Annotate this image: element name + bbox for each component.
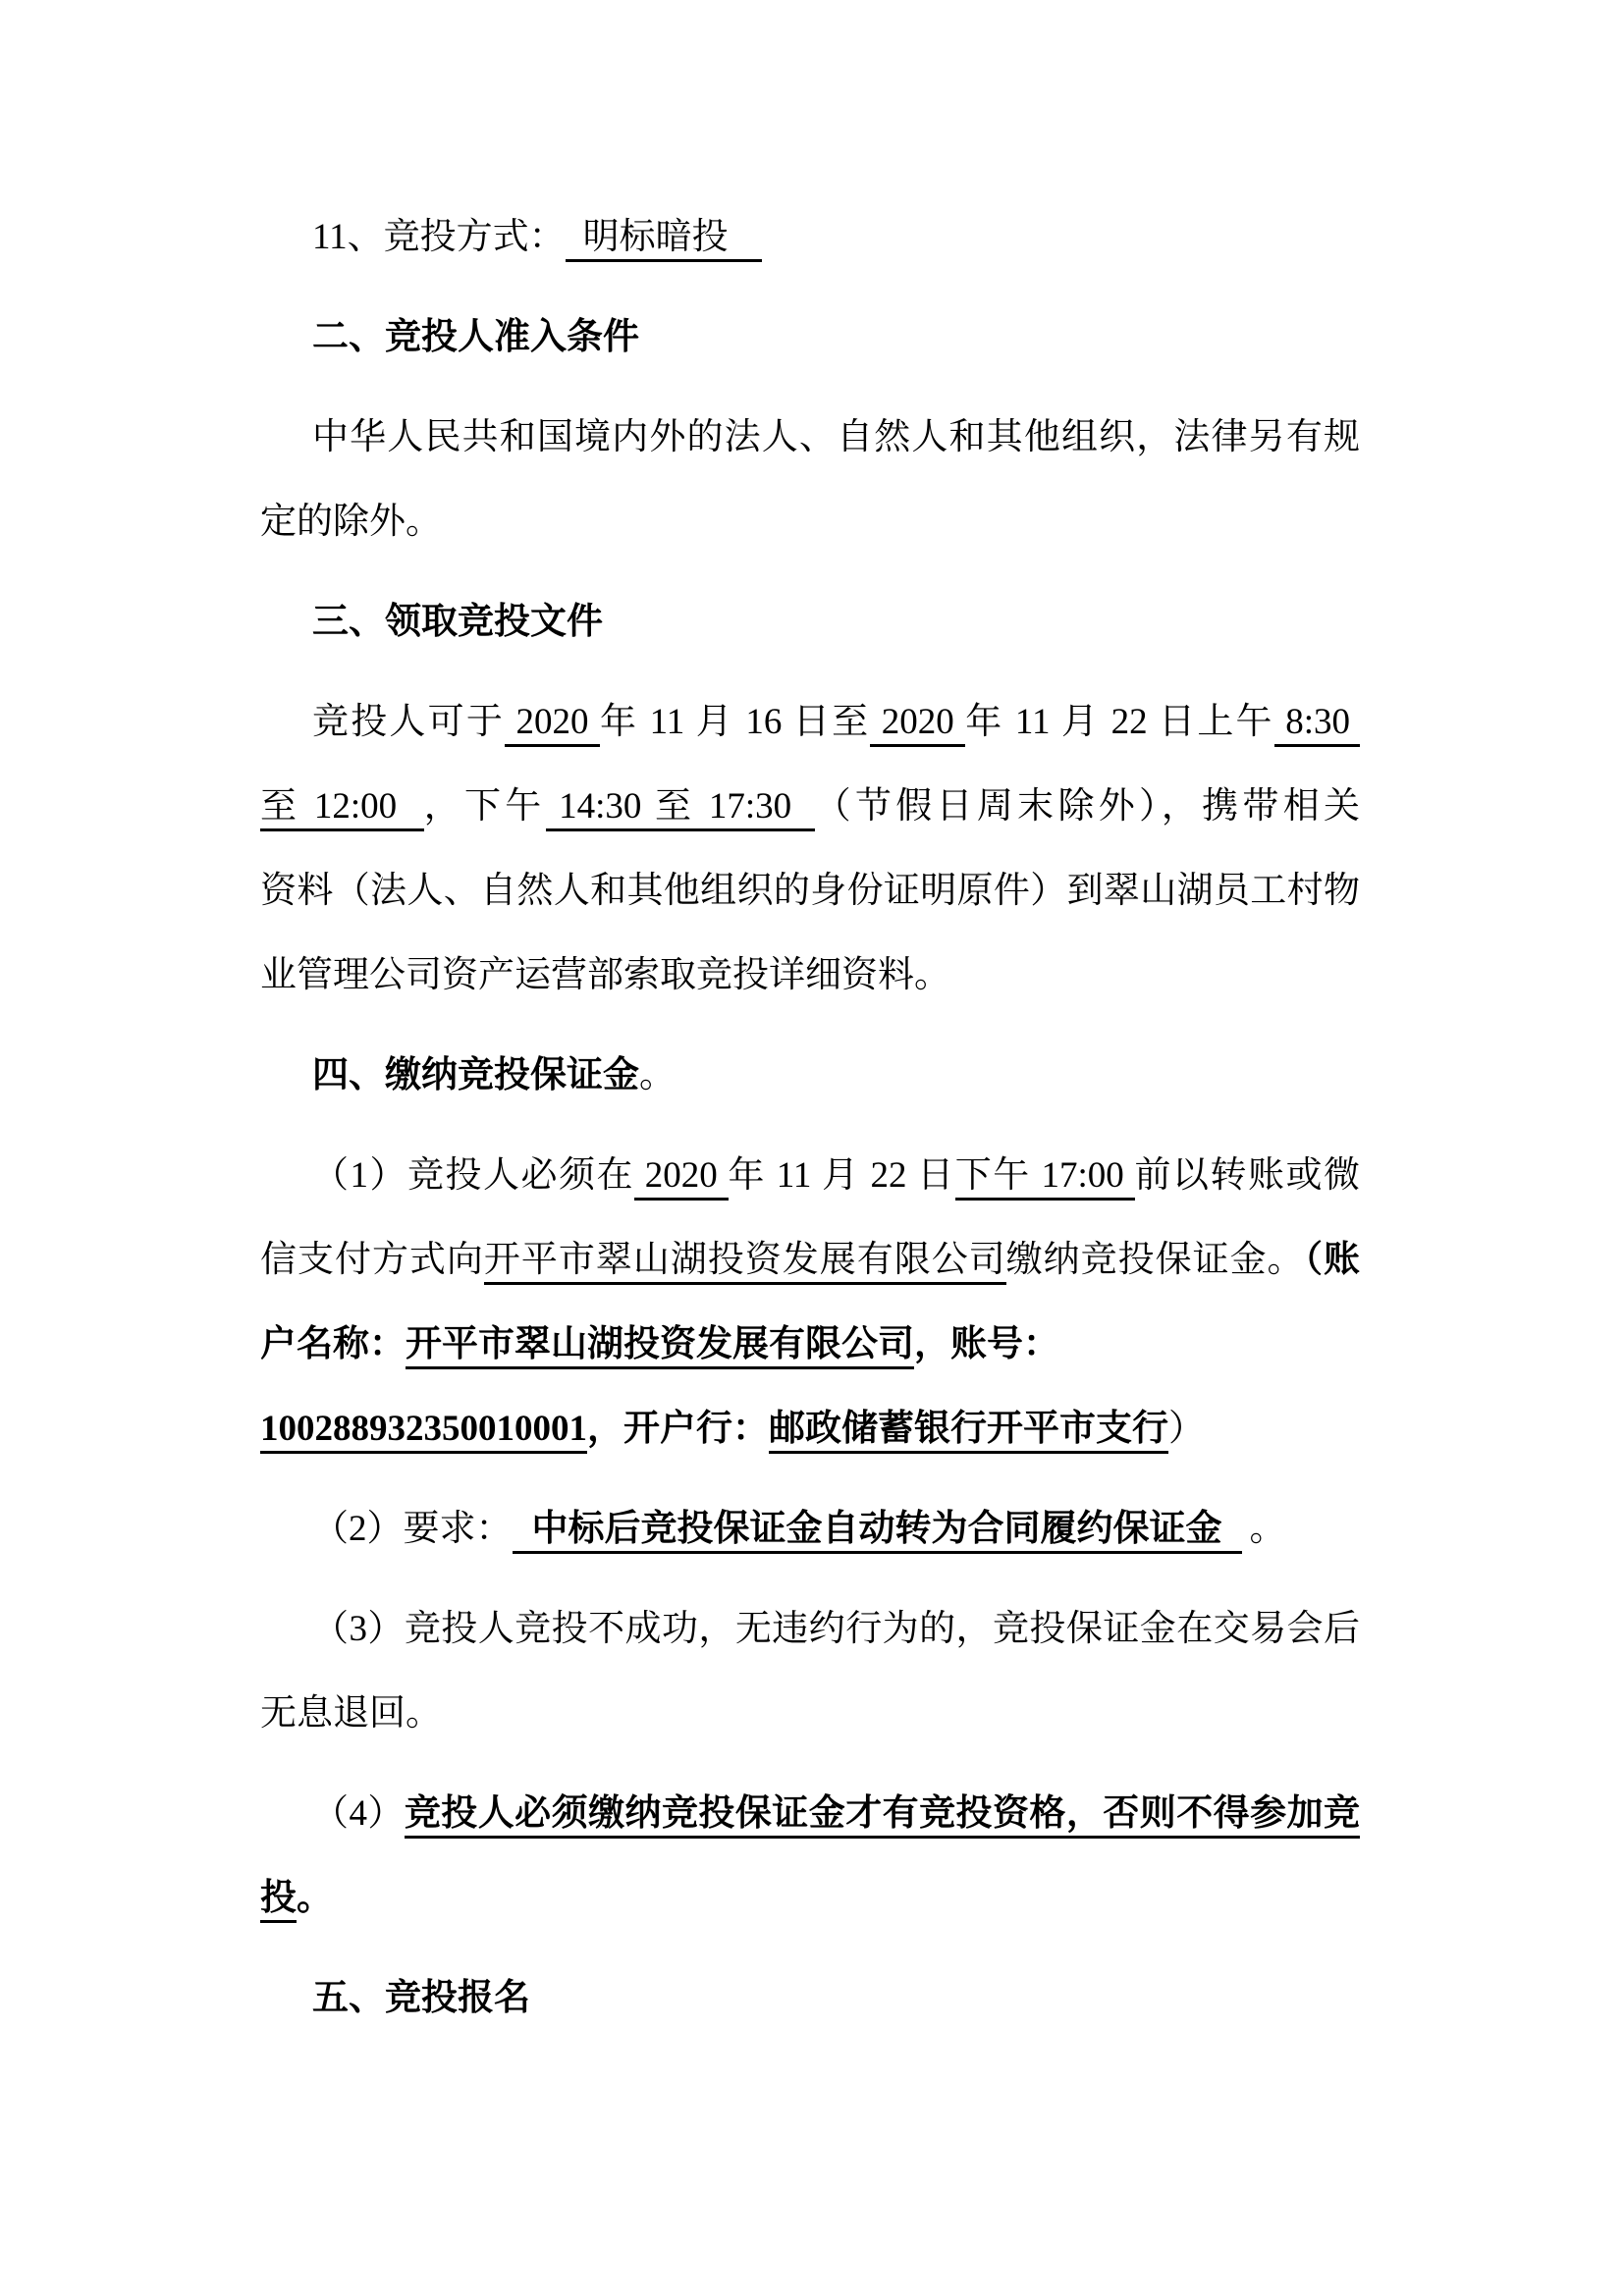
doc-line-15	[260, 1487, 1360, 1572]
underlined-text-run: 竞投人必须缴纳竞投保证金才有竞投资格，否则不得参加竞	[405, 1793, 1360, 1839]
underlined-text-run: 投	[260, 1878, 297, 1923]
text-run: 11、竞投方式：	[312, 217, 566, 257]
underlined-text-run: 明标暗投	[566, 217, 762, 262]
doc-line-5	[260, 580, 1360, 665]
text-run: （4）	[312, 1793, 405, 1834]
underlined-text-run: 2020	[634, 1155, 729, 1201]
text-run: 四、缴纳竞投保证金	[312, 1055, 639, 1095]
underlined-text-run: 100288932350010001	[260, 1409, 587, 1454]
text-run: 竞投人可于	[312, 702, 506, 742]
text-run: ，账号：	[914, 1324, 1059, 1364]
doc-line-3	[260, 396, 1360, 480]
doc-line-1	[260, 195, 1360, 280]
doc-line-4	[260, 480, 1360, 564]
doc-line-12	[260, 1218, 1360, 1303]
text-run: 户名称：	[260, 1324, 406, 1364]
underlined-text-run: 下午 17:00	[955, 1155, 1135, 1201]
doc-line-7	[260, 765, 1360, 849]
text-run: 资料（法人、自然人和其他组织的身份证明原件）到翠山湖员工村物	[260, 871, 1360, 911]
doc-line-2	[260, 295, 1360, 380]
text-run: 无息退回。	[260, 1693, 442, 1734]
text-run: 三、领取竞投文件	[312, 602, 603, 642]
underlined-text-run: 2020	[870, 702, 965, 747]
text-run: ，下午	[423, 786, 546, 827]
doc-line-9	[260, 934, 1360, 1018]
document-body	[260, 195, 1360, 2041]
text-run: （2）要求：	[312, 1509, 513, 1549]
underlined-text-run: 2020	[505, 702, 600, 747]
text-run: 年 11 月 22 日	[728, 1155, 955, 1196]
text-run: （3）竞投人竞投不成功，无违约行为的，竞投保证金在交易会后	[312, 1609, 1360, 1649]
text-run: 中华人民共和国境内外的法人、自然人和其他组织，法律另有规	[312, 417, 1360, 457]
text-run: （账	[1304, 1240, 1361, 1280]
underlined-text-run: 开平市翠山湖投资发展有限公司	[406, 1324, 914, 1369]
doc-line-6	[260, 680, 1360, 765]
text-run: 二、竞投人准入条件	[312, 317, 639, 357]
doc-line-14	[260, 1387, 1360, 1471]
underlined-text-run: 开平市翠山湖投资发展有限公司	[484, 1240, 1006, 1285]
underlined-text-run: 邮政储蓄银行开平市支行	[769, 1409, 1168, 1454]
doc-line-11	[260, 1134, 1360, 1218]
text-run: 信支付方式向	[260, 1240, 484, 1280]
doc-line-20	[260, 1956, 1360, 2041]
doc-line-18	[260, 1772, 1360, 1856]
text-run: ，开户行：	[587, 1409, 769, 1449]
text-run: ）	[1168, 1409, 1205, 1449]
doc-line-17	[260, 1672, 1360, 1756]
doc-line-19	[260, 1856, 1360, 1941]
doc-line-16	[260, 1587, 1360, 1672]
underlined-text-run: 8:30	[1274, 702, 1360, 747]
text-run: （节假日周末除外），携带相关	[814, 786, 1361, 827]
text-run: 。	[297, 1878, 333, 1918]
doc-line-13	[260, 1303, 1360, 1387]
underlined-text-run: 14:30 至 17:30	[546, 786, 815, 831]
doc-line-8	[260, 849, 1360, 934]
text-run: 年 11 月 16 日至	[599, 702, 871, 742]
text-run: 五、竞投报名	[312, 1978, 530, 2018]
text-run: 。	[1249, 1509, 1286, 1549]
text-run: 业管理公司资产运营部索取竞投详细资料。	[260, 955, 950, 995]
text-run: 前以转账或微	[1134, 1155, 1361, 1196]
text-run: （1）竞投人必须在	[312, 1155, 635, 1196]
underlined-text-run: 至 12:00	[260, 786, 424, 831]
text-run: 定的除外。	[260, 502, 442, 542]
doc-line-10	[260, 1034, 1360, 1118]
text-run: 年 11 月 22 日上午	[965, 702, 1274, 742]
text-run: 。	[639, 1055, 676, 1095]
underlined-text-run: 中标后竞投保证金自动转为合同履约保证金	[513, 1509, 1242, 1554]
text-run: 缴纳竞投保证金。	[1005, 1240, 1305, 1280]
